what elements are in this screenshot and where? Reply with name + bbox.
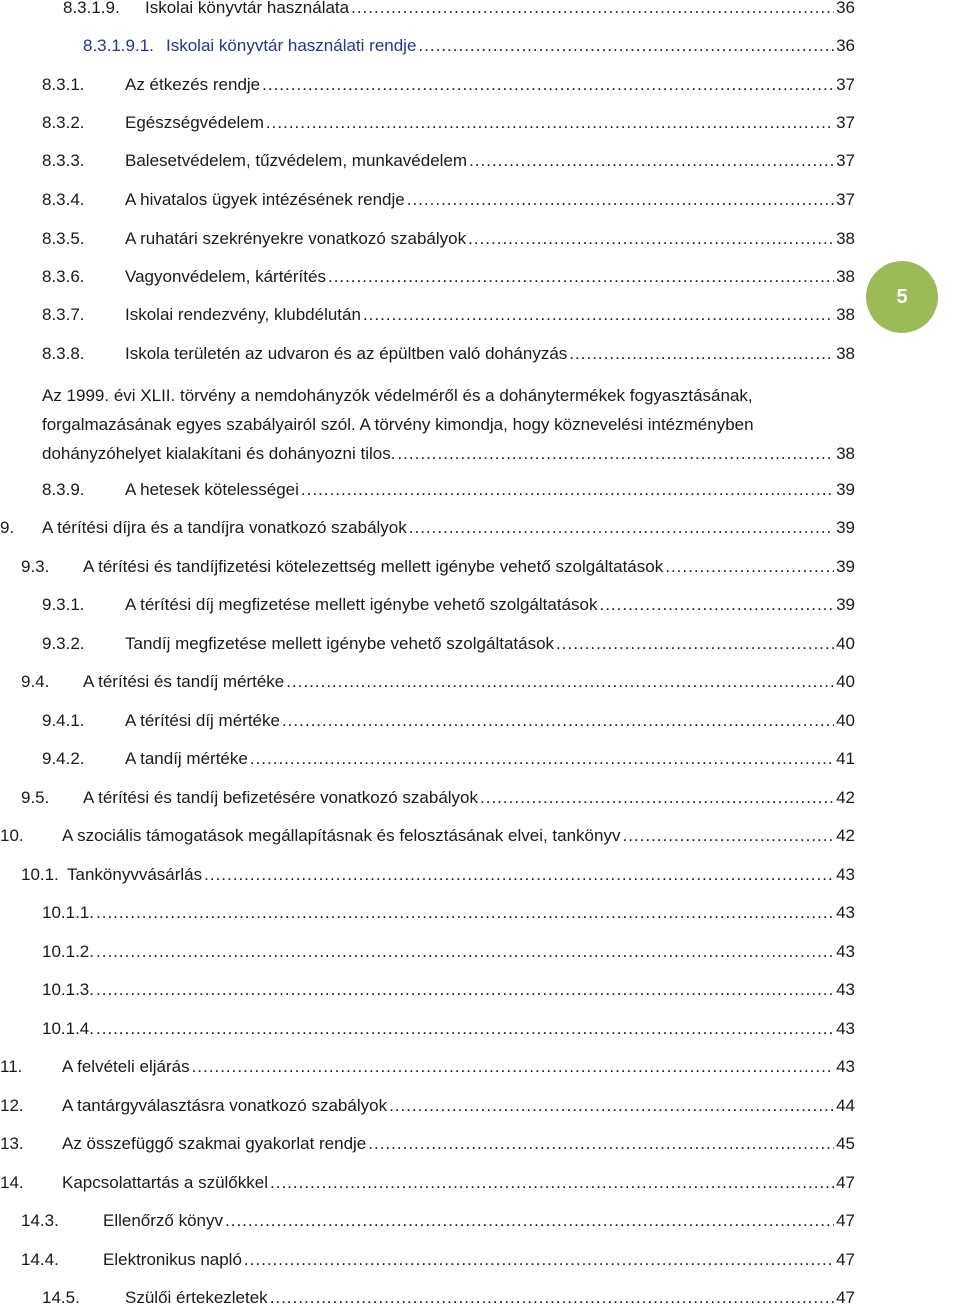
toc-leader-dots [469, 151, 834, 171]
toc-leader-dots [96, 903, 834, 923]
toc-leader-dots [397, 439, 834, 468]
toc-entry-title: A térítési és tandíj befizetésére vonatkozó szabályok [83, 788, 479, 807]
toc-leader-dots [262, 75, 834, 95]
toc-leader-dots [266, 113, 834, 133]
toc-leader-dots [192, 1057, 835, 1077]
toc-entry[interactable] [42, 344, 855, 370]
toc-entry-page: 41 [836, 749, 855, 768]
toc-entry-page: 42 [836, 788, 855, 807]
toc-entry-page: 45 [836, 1134, 855, 1153]
toc-entry[interactable] [0, 1173, 855, 1199]
law-line-2: forgalmazásának egyes szabályairól szól. A törvény kimondja, hogy köznevelési intézményben [42, 415, 754, 434]
toc-leader-dots [556, 634, 834, 654]
toc-entry-number: 12. [0, 1096, 24, 1115]
law-line-3-row [42, 439, 855, 468]
toc-entry-title: Elektronikus napló [103, 1250, 242, 1269]
toc-entry-title: Ellenőrző könyv [103, 1211, 224, 1230]
toc-entry-title: Balesetvédelem, tűzvédelem, munkavédelem [125, 151, 468, 170]
toc-entry[interactable] [42, 229, 855, 255]
toc-entry-title: Tankönyvvásárlás [67, 865, 203, 884]
toc-leader-dots [468, 229, 834, 249]
toc-entry-title: Iskolai könyvtár használata [145, 0, 350, 17]
toc-entry-number: 8.3.6. [42, 267, 85, 286]
toc-entry-number: 14. [0, 1173, 24, 1192]
toc-entry[interactable] [42, 634, 855, 660]
toc-entry-law[interactable] [42, 381, 855, 468]
toc-entry[interactable] [42, 711, 855, 737]
toc-leader-dots [96, 980, 834, 1000]
toc-entry[interactable] [0, 518, 855, 544]
toc-leader-dots [363, 305, 834, 325]
toc-entry-number: 14.5. [42, 1288, 80, 1307]
toc-entry-page: 37 [836, 190, 855, 209]
toc-leader-dots [328, 267, 834, 287]
toc-leader-dots [409, 518, 834, 538]
toc-entry-number: 10.1.2. [42, 942, 94, 961]
toc-entry-page: 39 [836, 557, 855, 576]
toc-entry[interactable] [21, 1211, 855, 1237]
toc-entry-number: 9.5. [21, 788, 50, 807]
toc-leader-dots [599, 595, 834, 615]
toc-entry-title: A térítési díj megfizetése mellett igénybe vehető szolgáltatások [125, 595, 598, 614]
toc-leader-dots [96, 1019, 834, 1039]
toc-leader-dots [480, 788, 834, 808]
toc-entry[interactable] [21, 672, 855, 698]
toc-entry-number: 9.3.1. [42, 595, 85, 614]
toc-entry[interactable] [0, 1096, 855, 1122]
toc-entry-number: 9.4.1. [42, 711, 85, 730]
toc-entry-number: 9.3. [21, 557, 50, 576]
toc-entry[interactable] [42, 903, 855, 929]
toc-entry-page: 38 [836, 344, 855, 363]
toc-leader-dots [270, 1288, 834, 1308]
toc-entry[interactable] [0, 1057, 855, 1083]
toc-entry-title: A térítési díj mértéke [125, 711, 280, 730]
toc-entry-page: 36 [836, 36, 855, 55]
toc-entry-page: 40 [836, 634, 855, 653]
toc-entry[interactable] [42, 1288, 855, 1314]
toc-entry-title: A felvételi eljárás [62, 1057, 190, 1076]
toc-leader-dots [282, 711, 834, 731]
toc-entry-number: 9.4.2. [42, 749, 85, 768]
toc-entry-number: 10.1. [21, 865, 59, 884]
toc-entry-title: A hivatalos ügyek intézésének rendje [125, 190, 405, 209]
toc-entry[interactable] [42, 151, 855, 177]
toc-entry-page: 37 [836, 151, 855, 170]
toc-entry-page: 37 [836, 113, 855, 132]
toc-entry-page: 38 [836, 229, 855, 248]
toc-entry[interactable] [21, 865, 855, 891]
toc-entry[interactable] [21, 788, 855, 814]
toc-entry-title: Az összefüggő szakmai gyakorlat rendje [62, 1134, 367, 1153]
toc-entry[interactable] [42, 942, 855, 968]
toc-entry-number: 8.3.1.9. [63, 0, 120, 17]
toc-entry[interactable] [42, 113, 855, 139]
toc-entry-page: 43 [836, 903, 855, 922]
toc-entry-page: 43 [836, 1019, 855, 1038]
toc-entry-page: 43 [836, 1057, 855, 1076]
toc-entry-title: A ruhatári szekrényekre vonatkozó szabályok [125, 229, 467, 248]
toc-entry-title: A térítési és tandíjfizetési kötelezettség mellett igénybe vehető szolgáltatások [83, 557, 664, 576]
toc-entry-number: 8.3.2. [42, 113, 85, 132]
toc-entry[interactable] [63, 0, 855, 24]
toc-leader-dots [286, 672, 834, 692]
toc-entry-page: 36 [836, 0, 855, 17]
toc-entry[interactable] [42, 267, 855, 293]
toc-entry[interactable] [0, 826, 855, 852]
toc-entry-page: 39 [836, 518, 855, 537]
toc-entry-number: 9.3.2. [42, 634, 85, 653]
toc-entry[interactable] [42, 980, 855, 1006]
toc-entry-page: 37 [836, 75, 855, 94]
toc-entry-title: A tantárgyválasztásra vonatkozó szabályok [62, 1096, 388, 1115]
toc-entry[interactable] [42, 75, 855, 101]
law-line-1: Az 1999. évi XLII. törvény a nemdohányzók védelméről és a dohánytermékek fogyasztásának, [42, 386, 753, 405]
toc-entry-page: 38 [836, 444, 855, 463]
toc-entry-title: Az étkezés rendje [125, 75, 261, 94]
toc-entry-page: 38 [836, 267, 855, 286]
toc-leader-dots [250, 749, 834, 769]
toc-entry-title: Tandíj megfizetése mellett igénybe vehető szolgáltatások [125, 634, 555, 653]
toc-entry-number: 8.3.8. [42, 344, 85, 363]
toc-entry-number: 14.4. [21, 1250, 59, 1269]
toc-entry-page: 42 [836, 826, 855, 845]
toc-leader-dots [351, 0, 834, 18]
toc-entry-title: A térítési díjra és a tandíjra vonatkozó szabályok [42, 518, 407, 537]
toc-entry-page: 38 [836, 305, 855, 324]
toc-entry-title: Vagyonvédelem, kártérítés [125, 267, 326, 286]
toc-leader-dots [225, 1211, 834, 1231]
toc-entry-title: Kapcsolattartás a szülőkkel [62, 1173, 268, 1192]
toc-leader-dots [389, 1096, 834, 1116]
toc-entry[interactable] [42, 305, 855, 331]
toc-entry[interactable] [42, 480, 855, 506]
toc-entry[interactable] [42, 1019, 855, 1045]
toc-entry-title: A tandíj mértéke [125, 749, 248, 768]
toc-entry[interactable] [21, 557, 855, 583]
toc-entry[interactable] [83, 36, 855, 62]
toc-entry-page: 43 [836, 865, 855, 884]
page-number: 5 [896, 285, 908, 308]
toc-leader-dots [270, 1173, 834, 1193]
toc-entry[interactable] [42, 595, 855, 621]
toc-entry[interactable] [0, 1134, 855, 1160]
toc-entry-page: 40 [836, 672, 855, 691]
toc-entry-number: 8.3.9. [42, 480, 85, 499]
toc-entry-page: 39 [836, 595, 855, 614]
toc-entry-page: 39 [836, 480, 855, 499]
toc-entry-number: 8.3.3. [42, 151, 85, 170]
toc-entry-number: 10.1.4. [42, 1019, 94, 1038]
toc-entry-number: 10.1.3. [42, 980, 94, 999]
toc-entry-title: Egészségvédelem [125, 113, 264, 132]
toc-leader-dots [368, 1134, 834, 1154]
toc-leader-dots [665, 557, 834, 577]
toc-entry-number: 10.1.1. [42, 903, 94, 922]
toc-leader-dots [418, 36, 834, 56]
toc-entry-title: Iskolai könyvtár használati rendje [166, 36, 417, 55]
toc-entry-page: 47 [836, 1250, 855, 1269]
toc-entry-number: 14.3. [21, 1211, 59, 1230]
toc-entry-number: 9. [0, 518, 15, 537]
toc-entry-number: 10. [0, 826, 24, 845]
toc-leader-dots [569, 344, 834, 364]
toc-entry-title: A hetesek kötelességei [125, 480, 299, 499]
toc-leader-dots [622, 826, 834, 846]
toc-entry-number: 13. [0, 1134, 24, 1153]
toc-entry-number: 8.3.1.9.1. [83, 36, 154, 55]
toc-leader-dots [96, 942, 834, 962]
toc-entry-title: Iskolai rendezvény, klubdélután [125, 305, 361, 324]
toc-leader-dots [204, 865, 834, 885]
toc-entry-title: Szülői értekezletek [125, 1288, 268, 1307]
toc-leader-dots [301, 480, 834, 500]
toc-entry-page: 44 [836, 1096, 855, 1115]
toc-entry-page: 40 [836, 711, 855, 730]
toc-entry[interactable] [42, 749, 855, 775]
toc-entry-number: 8.3.4. [42, 190, 85, 209]
toc-entry-page: 47 [836, 1173, 855, 1192]
toc-entry-page: 43 [836, 942, 855, 961]
toc-entry-page: 47 [836, 1288, 855, 1307]
toc-entry-number: 8.3.7. [42, 305, 85, 324]
toc-entry-page: 47 [836, 1211, 855, 1230]
toc-entry-title: A szociális támogatások megállapításnak és felosztásának elvei, tankönyv [62, 826, 621, 845]
toc-entry[interactable] [21, 1250, 855, 1276]
toc-leader-dots [244, 1250, 834, 1270]
toc-entry-title: A térítési és tandíj mértéke [83, 672, 285, 691]
toc-leader-dots [407, 190, 834, 210]
toc-entry-number: 8.3.5. [42, 229, 85, 248]
toc-entry-number: 9.4. [21, 672, 50, 691]
toc-entry-number: 11. [0, 1057, 23, 1076]
toc-entry-number: 8.3.1. [42, 75, 85, 94]
toc-entry-page: 43 [836, 980, 855, 999]
page-number-badge [866, 261, 938, 333]
toc-entry[interactable] [42, 190, 855, 216]
toc-entry-title: Iskola területén az udvaron és az épültben való dohányzás [125, 344, 568, 363]
law-line-3: dohányzóhelyet kialakítani és dohányozni tilos. [42, 444, 396, 463]
